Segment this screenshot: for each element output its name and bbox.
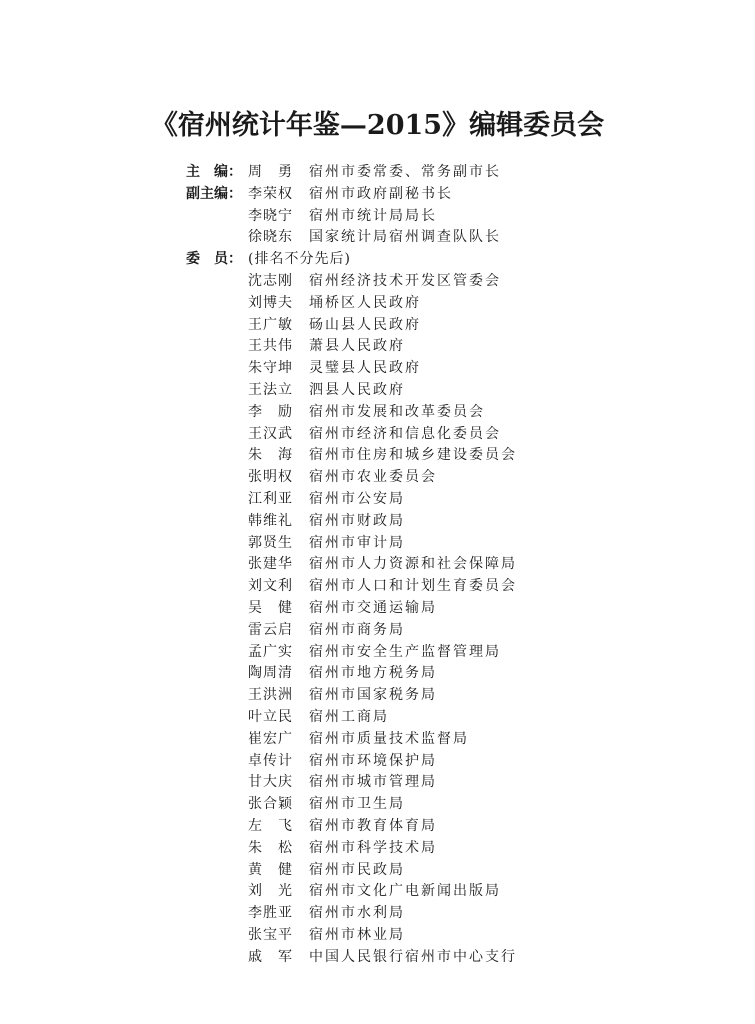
person-name: 徐晓东 [248, 229, 293, 246]
person-org: 宿州市林业局 [309, 926, 405, 943]
member-row [0, 445, 755, 467]
member-row [0, 402, 755, 424]
member-row [0, 315, 755, 337]
person-name: 左 飞 [248, 817, 293, 834]
person-org: 宿州市农业委员会 [309, 469, 437, 486]
member-row [0, 336, 755, 358]
person-name: 刘博夫 [248, 294, 293, 311]
person-org: 埇桥区人民政府 [309, 294, 421, 311]
person-org: 宿州市地方税务局 [309, 665, 437, 682]
person-name: 李荣权 [248, 185, 293, 202]
person-org: 萧县人民政府 [309, 338, 405, 355]
person-name: 朱守坤 [248, 360, 293, 377]
member-row [0, 685, 755, 707]
deputy-editor-row [0, 206, 755, 228]
person-org: 灵璧县人民政府 [309, 360, 421, 377]
person-name: 朱 松 [248, 839, 293, 856]
person-org: 宿州市人力资源和社会保障局 [309, 556, 517, 573]
role-label: 主 编： [186, 164, 242, 180]
person-name: 李晓宁 [248, 207, 293, 224]
page-title: 《宿州统计年鉴—2015》编辑委员会 [150, 110, 605, 141]
person-name: 刘 光 [248, 883, 293, 900]
person-org: 宿州市人口和计划生育委员会 [309, 578, 517, 595]
person-name: 王共伟 [248, 338, 293, 355]
editor-in-chief-row [0, 162, 755, 184]
person-org: 宿州市卫生局 [309, 796, 405, 813]
role-label: 委 员： [186, 251, 242, 268]
member-row [0, 947, 755, 969]
person-name: 叶立民 [248, 708, 293, 725]
person-org: 宿州市水利局 [309, 905, 405, 922]
member-row [0, 881, 755, 903]
person-org: 宿州市民政局 [309, 861, 405, 878]
member-row [0, 620, 755, 642]
person-org: 宿州市城市管理局 [309, 774, 437, 791]
member-row [0, 576, 755, 598]
member-row [0, 271, 755, 293]
person-name: 甘大庆 [248, 774, 293, 791]
person-name: 李胜亚 [248, 905, 293, 922]
person-org: 宿州市文化广电新闻出版局 [309, 883, 501, 900]
member-row [0, 511, 755, 533]
member-row [0, 467, 755, 489]
person-org: 泗县人民政府 [309, 381, 405, 398]
person-name: 崔宏广 [248, 730, 293, 747]
person-name: 雷云启 [248, 621, 293, 638]
member-row [0, 358, 755, 380]
member-row [0, 489, 755, 511]
person-name: 周 勇 [248, 164, 293, 180]
member-row [0, 663, 755, 685]
member-row [0, 751, 755, 773]
person-org: 宿州市质量技术监督局 [309, 730, 469, 747]
person-org: 国家统计局宿州调查队队长 [309, 229, 501, 246]
member-row [0, 554, 755, 576]
member-row [0, 772, 755, 794]
person-org: 宿州市审计局 [309, 534, 405, 551]
person-name: 朱 海 [248, 447, 293, 464]
person-name: 沈志刚 [248, 272, 293, 289]
person-org: 砀山县人民政府 [309, 316, 421, 333]
person-name: 张合颖 [248, 796, 293, 813]
person-name: 戚 军 [248, 948, 293, 965]
member-row [0, 903, 755, 925]
person-org: 宿州市经济和信息化委员会 [309, 425, 501, 442]
member-row [0, 816, 755, 838]
person-org: 宿州工商局 [309, 708, 389, 725]
member-row [0, 293, 755, 315]
member-row [0, 794, 755, 816]
deputy-editor-row [0, 184, 755, 206]
person-name: 王洪洲 [248, 687, 293, 704]
person-org: 宿州市发展和改革委员会 [309, 403, 485, 420]
person-org: 宿州市国家税务局 [309, 687, 437, 704]
member-row [0, 642, 755, 664]
person-org: 宿州市交通运输局 [309, 599, 437, 616]
member-row [0, 424, 755, 446]
person-name: 吴 健 [248, 599, 293, 616]
member-row [0, 838, 755, 860]
person-org: 宿州市公安局 [309, 490, 405, 507]
person-name: 韩维礼 [248, 512, 293, 529]
person-name: 江利亚 [248, 490, 293, 507]
person-org: 宿州市安全生产监督管理局 [309, 643, 501, 660]
member-row [0, 598, 755, 620]
members-header-row [0, 249, 755, 271]
person-name: 黄 健 [248, 861, 293, 878]
member-row [0, 860, 755, 882]
person-name: 张建华 [248, 556, 293, 573]
person-name: 王法立 [248, 381, 293, 398]
member-row [0, 729, 755, 751]
member-row [0, 925, 755, 947]
person-name: 刘文利 [248, 578, 293, 595]
person-name: 卓传计 [248, 752, 293, 769]
person-name: 张明权 [248, 469, 293, 486]
person-org: 宿州市教育体育局 [309, 817, 437, 834]
role-label: 副主编： [186, 185, 242, 202]
person-org: 宿州市环境保护局 [309, 752, 437, 769]
person-name: 李 励 [248, 403, 293, 420]
person-name: 孟广实 [248, 643, 293, 660]
person-name: 郭贤生 [248, 534, 293, 551]
person-org: 宿州经济技术开发区管委会 [309, 272, 501, 289]
deputy-editor-row [0, 227, 755, 249]
person-name: 王广敏 [248, 316, 293, 333]
committee-list [0, 162, 755, 968]
person-org: 宿州市财政局 [309, 512, 405, 529]
person-org: 宿州市委常委、常务副市长 [309, 164, 501, 180]
member-row [0, 380, 755, 402]
person-name: 张宝平 [248, 926, 293, 943]
person-name: 陶周清 [248, 665, 293, 682]
member-row [0, 533, 755, 555]
person-org: 宿州市统计局局长 [309, 207, 437, 224]
member-row [0, 707, 755, 729]
person-org: 中国人民银行宿州市中心支行 [309, 948, 517, 965]
person-org: 宿州市商务局 [309, 621, 405, 638]
person-org: 宿州市科学技术局 [309, 839, 437, 856]
ordering-note: (排名不分先后) [248, 251, 351, 268]
person-org: 宿州市政府副秘书长 [309, 185, 453, 202]
person-name: 王汉武 [248, 425, 293, 442]
person-org: 宿州市住房和城乡建设委员会 [309, 447, 517, 464]
